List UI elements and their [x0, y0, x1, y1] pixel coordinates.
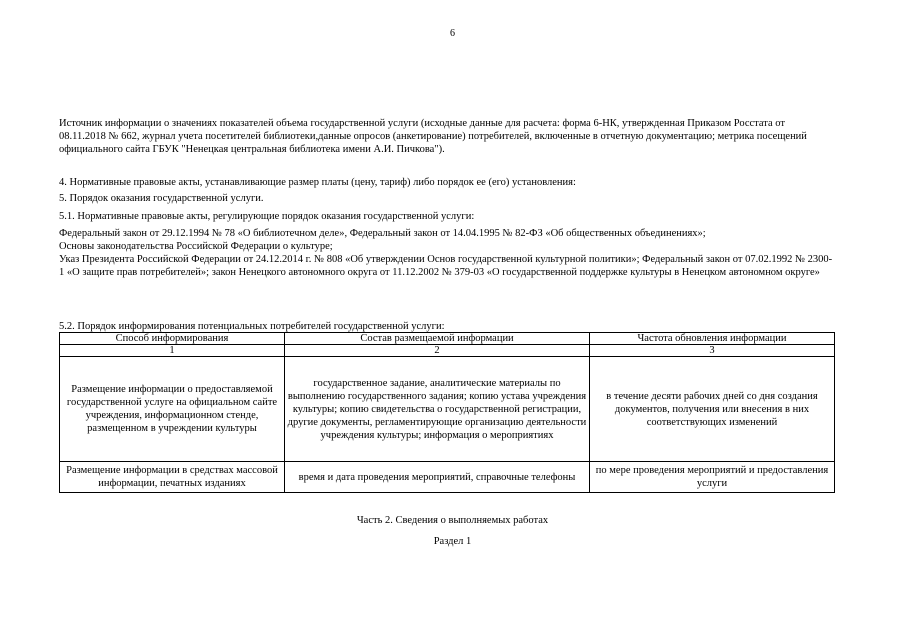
legal-acts-list — [59, 227, 834, 279]
law-line: Указ Президента Российской Федерации от 24.12.2014 г. № 808 «Об утверждении Основ государственной культурной политики»; Федеральный закон от 07.02.1992 № 2300-1 «О защите прав потребителей»; закон Ненецкого автономного округа от 11.12.2002 № 379-03 «О государственной поддержке культуры в Ненецком автономном округе» — [59, 254, 833, 278]
part-2-title: Часть 2. Сведения о выполняемых работах — [356, 515, 549, 526]
table-number-row — [60, 345, 835, 357]
item-5-heading: 5. Порядок оказания государственной услуги. — [59, 193, 264, 204]
page-number: 6 — [450, 28, 455, 39]
table-row — [60, 462, 835, 493]
table-header-row — [60, 333, 835, 345]
table-row — [60, 357, 835, 462]
content-cell: время и дата проведения мероприятий, справочные телефоны — [285, 462, 590, 493]
frequency-cell: в течение десяти рабочих дней со дня создания документов, получения или внесения в них соответствующих изменений — [590, 357, 835, 462]
informing-procedure-table — [59, 332, 835, 493]
column-number: 1 — [60, 345, 285, 357]
frequency-cell: по мере проведения мероприятий и предоставления услуги — [590, 462, 835, 493]
column-number: 2 — [285, 345, 590, 357]
content-cell: государственное задание, аналитические материалы по выполнению государственного задания; копию устава учреждения культуры; копию свидетельства о государственной регистрации, другие документы, регламентирующие организацию деятельности учреждения культуры; информация о мероприятиях — [285, 357, 590, 462]
law-line: Федеральный закон от 29.12.1994 № 78 «О библиотечном деле», Федеральный закон от 14.04.1995 № 82-ФЗ «Об общественных объединениях»; — [59, 228, 706, 239]
information-source-paragraph: Источник информации о значениях показателей объема государственной услуги (исходные данные для расчета: форма 6-НК, утвержденная Приказом Росстата от 08.11.2018 № 662, журнал учета посетителей библиотеки,данные опросов (анкетирование) потребителей, включенные в отчетную документацию; метрика посещений официального сайта ГБУК "Ненецкая центральная библиотека имени А.И. Пичкова"). — [59, 118, 807, 155]
column-number: 3 — [590, 345, 835, 357]
method-cell: Размещение информации о предоставляемой государственной услуге на официальном сайте учреждения, информационном стенде, размещенном в учреждении культуры — [60, 357, 285, 462]
item-5-2-heading: 5.2. Порядок информирования потенциальных потребителей государственной услуги: — [59, 321, 445, 332]
column-header: Способ информирования — [60, 333, 285, 345]
column-header: Состав размещаемой информации — [285, 333, 590, 345]
column-header: Частота обновления информации — [590, 333, 835, 345]
item-5-1-heading: 5.1. Нормативные правовые акты, регулирующие порядок оказания государственной услуги: — [59, 211, 475, 222]
law-line: Основы законодательства Российской Федерации о культуре; — [59, 241, 333, 252]
item-4-heading: 4. Нормативные правовые акты, устанавливающие размер платы (цену, тариф) либо порядок ее (его) установления: — [59, 177, 576, 188]
section-title: Раздел 1 — [433, 536, 472, 547]
method-cell: Размещение информации в средствах массовой информации, печатных изданиях — [60, 462, 285, 493]
